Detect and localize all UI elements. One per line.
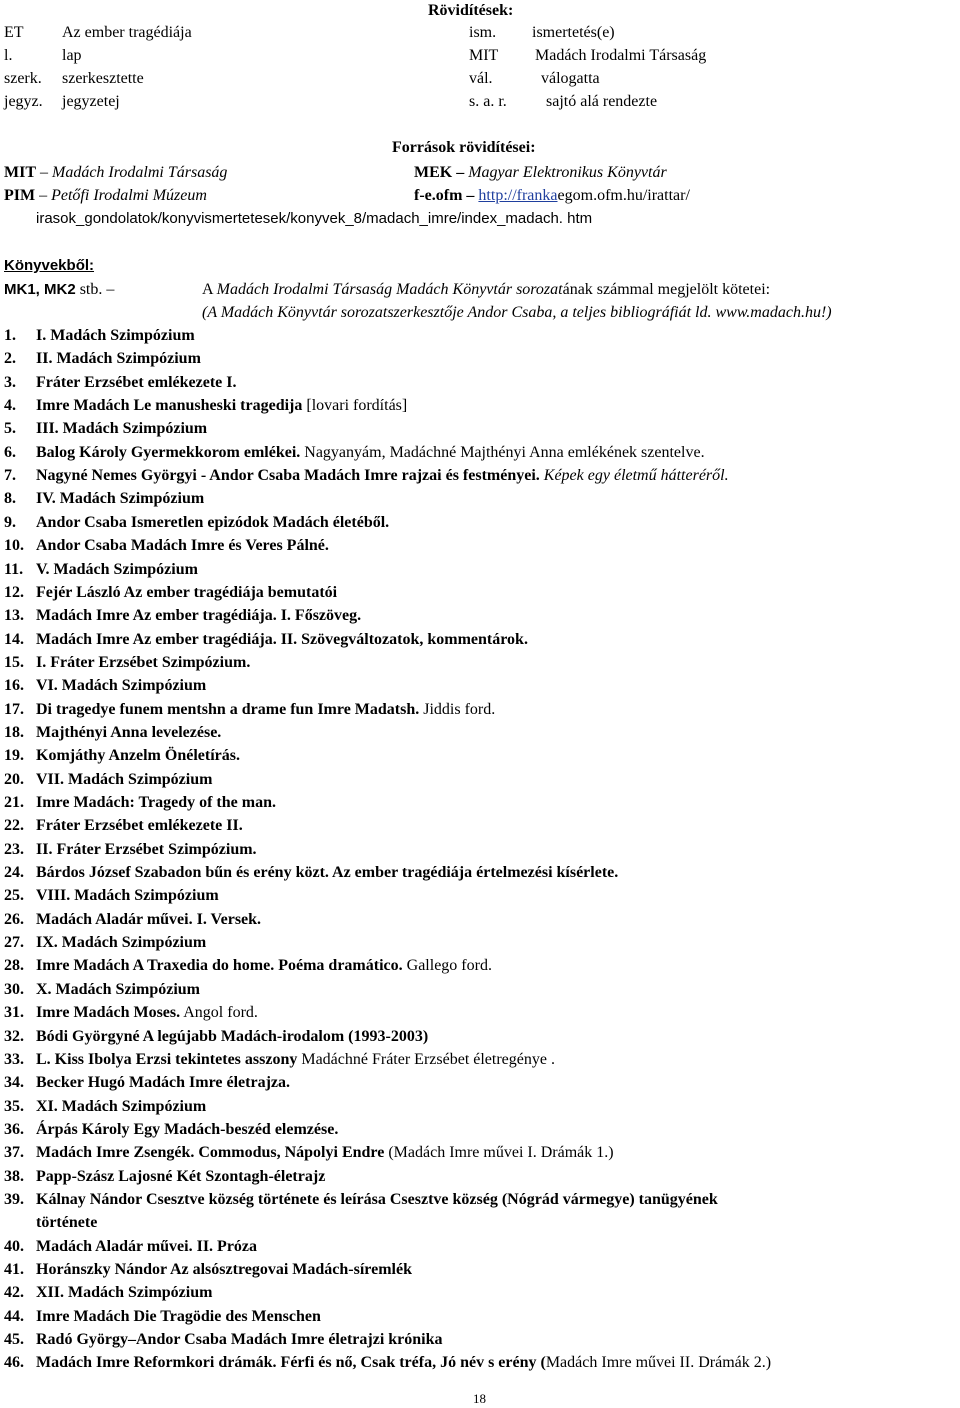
volume-note: (Madách Imre művei I. Drámák 1.) [384, 1144, 614, 1162]
volume-number: 14. [4, 630, 24, 648]
volume-title: Imre Madách A Traxedia do home. Poéma dramático. [36, 957, 403, 975]
volume-item [4, 792, 276, 814]
volume-number: 46. [4, 1354, 24, 1372]
volume-note: Nagyanyám, Madáchné Majthényi Anna emlékének szentelve. [300, 443, 705, 461]
source-mit: MIT – Madách Irodalmi Társaság [4, 164, 228, 181]
volume-title: Imre Madách Moses. [36, 1004, 181, 1022]
volume-item [4, 395, 407, 417]
source-url-continuation: irasok_gondolatok/konyvismertetesek/konyvek_8/madach_imre/index_madach. htm [36, 210, 593, 227]
volume-item [4, 769, 212, 791]
volume-item [4, 862, 618, 884]
source-mek: MEK – Magyar Elektronikus Könyvtár [414, 164, 667, 181]
volume-number: 18. [4, 723, 24, 741]
volume-item [4, 418, 207, 440]
volume-number: 45. [4, 1331, 24, 1349]
volume-title: Papp-Szász Lajosné Két Szontagh-életrajz [36, 1167, 326, 1185]
volume-title: Radó György–Andor Csaba Madách Imre életrajzi krónika [36, 1331, 443, 1349]
volume-title: Imre Madách Die Tragödie des Menschen [36, 1307, 321, 1325]
volume-title: L. Kiss Ibolya Erzsi tekintetes asszony [36, 1050, 298, 1068]
volume-item [4, 1096, 206, 1118]
volume-number: 40. [4, 1237, 24, 1255]
volume-title: Imre Madách: Tragedy of the man. [36, 794, 276, 811]
volume-note: Jiddis ford. [419, 700, 496, 718]
volume-item [4, 932, 206, 954]
volume-number: 5. [4, 420, 16, 438]
volume-item [4, 1072, 290, 1094]
volume-title: I. Madách Szimpózium [36, 327, 195, 344]
volume-number: 28. [4, 957, 24, 975]
volume-number: 27. [4, 934, 24, 952]
volume-item [4, 465, 729, 487]
volume-title: Fejér László Az ember tragédiája bemutatói [36, 583, 338, 601]
abbrev-left-full: lap [62, 47, 82, 64]
volume-number: 34. [4, 1074, 24, 1092]
volume-title: Imre Madách Le manusheski tragedija [36, 397, 303, 415]
source-mit-abbr: MIT [4, 164, 36, 181]
volume-item [4, 1026, 428, 1048]
volume-item [4, 1352, 771, 1374]
volume-item [4, 1002, 258, 1024]
volume-note: Madáchné Fráter Erzsébet életregénye . [297, 1050, 555, 1068]
volume-title: Di tragedye funem mentshn a drame fun Imre Madatsh. [36, 700, 420, 718]
abbrev-left-abbr: ET [4, 24, 24, 41]
volume-title: I. Fráter Erzsébet Szimpózium. [36, 653, 251, 671]
volume-item [4, 348, 201, 370]
volume-title: Madách Aladár művei. I. Versek. [36, 910, 262, 928]
volume-item [4, 535, 329, 557]
volume-number: 44. [4, 1307, 24, 1325]
volume-number: 8. [4, 490, 16, 508]
volume-item [4, 582, 337, 604]
volume-number: 26. [4, 910, 24, 928]
abbrev-left-abbr: jegyz. [4, 93, 43, 110]
source-mek-abbr: MEK [414, 164, 453, 181]
source-fe: f-e.ofm – http://frankaegom.ofm.hu/irattar/ [414, 187, 690, 204]
volume-title: Majthényi Anna levelezése. [36, 723, 222, 741]
volume-title: Fráter Erzsébet emlékezete I. [36, 373, 237, 391]
volume-title: VII. Madách Szimpózium [36, 770, 213, 788]
volume-title: Bárdos József Szabadon bűn és erény közt. Az ember tragédiája értelmezési kísérlete. [36, 864, 619, 882]
volume-number: 20. [4, 770, 24, 788]
volume-item [4, 722, 221, 744]
books-section-title-text: Könyvekből: [4, 257, 95, 274]
volume-number: 23. [4, 840, 24, 858]
volume-item [4, 1236, 257, 1258]
source-pim: PIM – Petőfi Irodalmi Múzeum [4, 187, 207, 204]
volume-title: V. Madách Szimpózium [36, 560, 198, 578]
abbrev-right-full: sajtó alá rendezte [546, 93, 658, 110]
source-pim-abbr: PIM [4, 187, 36, 204]
volume-title: Nagyné Nemes Györgyi - Andor Csaba Madách Imre rajzai és festményei. [36, 467, 540, 485]
abbrev-right-abbr: s. a. r. [469, 93, 507, 110]
volume-title: Komjáthy Anzelm Önéletírás. [36, 747, 240, 765]
volume-title: Becker Hugó Madách Imre életrajza. [36, 1074, 291, 1092]
abbrev-left-abbr: l. [4, 47, 13, 64]
source-pim-full: Petőfi Irodalmi Múzeum [51, 187, 207, 204]
volume-title: IV. Madách Szimpózium [36, 490, 205, 508]
abbrev-left-full: jegyzetej [62, 93, 120, 110]
volume-item [4, 675, 206, 697]
volume-number: 36. [4, 1120, 24, 1138]
volume-title: Kálnay Nándor Csesztve község története és leírása Csesztve község (Nógrád vármegye) tanügyének [36, 1190, 718, 1208]
volume-number: 11. [4, 560, 24, 578]
volume-item [4, 605, 361, 627]
volume-item [4, 839, 257, 861]
volume-item [4, 1166, 325, 1188]
volume-title: Horánszky Nándor Az alsósztregovai Madách-síremlék [36, 1261, 412, 1278]
volume-item [4, 1119, 338, 1141]
volume-note: Madách Imre művei II. Drámák 2.) [545, 1354, 772, 1372]
volume-number: 39. [4, 1190, 24, 1208]
volume-number: 4. [4, 397, 16, 415]
abbreviations-title: Rövidítések: [428, 2, 514, 19]
volume-item [4, 909, 261, 931]
books-section-title [4, 255, 94, 277]
books-mk-description [202, 279, 770, 301]
volume-item [4, 488, 204, 510]
volume-item [4, 1049, 555, 1071]
volume-number: 1. [4, 327, 16, 344]
volume-number: 30. [4, 980, 24, 998]
volume-number: 35. [4, 1097, 24, 1115]
abbrev-right-full: Madách Irodalmi Társaság [535, 47, 707, 64]
volume-title: Madách Imre Az ember tragédiája. I. Főszöveg. [36, 607, 362, 625]
volume-item [4, 1329, 443, 1351]
books-mk-text-italic: Madách Irodalmi Társaság Madách Könyvtár sorozat [216, 281, 563, 298]
volume-item [4, 512, 389, 534]
volume-title: III. Madách Szimpózium [36, 420, 208, 438]
volume-item [4, 652, 250, 674]
volume-number: 3. [4, 373, 16, 391]
volume-note: [lovari fordítás] [302, 397, 408, 415]
volume-number: 15. [4, 653, 24, 671]
books-mk-text-1: A [202, 281, 213, 298]
volume-number: 24. [4, 864, 24, 882]
volume-number: 16. [4, 677, 24, 695]
volume-title: Madách Imre Zsengék. Commodus, Nápolyi Endre [36, 1144, 385, 1162]
volume-number: 33. [4, 1050, 24, 1068]
abbrev-right-full: ismertetés(e) [532, 24, 615, 41]
volume-title: X. Madách Szimpózium [36, 980, 200, 998]
abbrev-right-abbr: vál. [469, 70, 493, 87]
volume-title: VIII. Madách Szimpózium [36, 887, 219, 905]
volume-title: XII. Madách Szimpózium [36, 1284, 213, 1302]
abbrev-left-full: Az ember tragédiája [62, 24, 192, 41]
volume-title: II. Madách Szimpózium [36, 350, 201, 368]
volume-item [4, 372, 236, 394]
volume-number: 2. [4, 350, 16, 368]
source-fe-abbr: f-e.ofm [414, 187, 463, 204]
page-number: 18 [473, 1391, 486, 1406]
volume-number: 32. [4, 1027, 24, 1045]
volume-number: 31. [4, 1004, 24, 1022]
volume-number: 12. [4, 583, 24, 601]
abbrev-right-abbr: MIT [469, 47, 499, 64]
volume-title: VI. Madách Szimpózium [36, 677, 207, 695]
source-mek-full: Magyar Elektronikus Könyvtár [468, 164, 667, 181]
volume-number: 19. [4, 747, 24, 765]
volume-title: története [36, 1214, 98, 1232]
sources-title: Források rövidítései: [392, 139, 536, 156]
books-mk-abbr: MK1, MK2 stb. – [4, 281, 115, 298]
volume-number: 13. [4, 607, 24, 625]
volume-title: Madách Aladár művei. II. Próza [36, 1237, 258, 1255]
volume-number: 25. [4, 887, 24, 905]
volume-item [4, 1306, 321, 1328]
volume-title: Madách Imre Reformkori drámák. Férfi és nő, Csak tréfa, Jó név s erény ( [36, 1354, 546, 1372]
volume-number: 10. [4, 537, 24, 555]
volume-title: Fráter Erzsébet emlékezete II. [36, 817, 243, 835]
abbrev-left-abbr: szerk. [4, 70, 42, 87]
volume-title: Bódi Györgyné A legújabb Madách-irodalom (1993-2003) [36, 1027, 429, 1045]
volume-item [4, 1142, 614, 1164]
volume-title: Árpás Károly Egy Madách-beszéd elemzése. [36, 1120, 339, 1138]
volume-item [4, 699, 495, 721]
volume-number: 17. [4, 700, 24, 718]
volume-item [4, 325, 195, 347]
volume-number: 21. [4, 794, 24, 811]
volume-number: 38. [4, 1167, 24, 1185]
books-mk-stb: stb. [79, 281, 103, 298]
volume-item [4, 1212, 97, 1234]
volume-subtitle: Képek egy életmű hátteréről. [539, 467, 729, 485]
volume-item [4, 979, 200, 1001]
volume-item [4, 1259, 412, 1281]
volume-item [4, 815, 243, 837]
volume-number: 7. [4, 467, 16, 485]
volume-item [4, 559, 198, 581]
books-mk-text-2: ának számmal megjelölt kötetei: [562, 281, 771, 298]
abbrev-left-full: szerkesztette [62, 70, 144, 87]
source-fe-link-rest: egom.ofm.hu/irattar/ [557, 187, 690, 204]
abbrev-right-full: válogatta [541, 70, 600, 87]
volume-item [4, 442, 705, 464]
volume-title: XI. Madách Szimpózium [36, 1097, 207, 1115]
volume-title: Madách Imre Az ember tragédiája. II. Szövegváltozatok, kommentárok. [36, 630, 528, 648]
volume-number: 22. [4, 817, 24, 835]
volume-number: 37. [4, 1144, 24, 1162]
volume-title: Andor Csaba Ismeretlen epizódok Madách életéből. [36, 513, 390, 531]
volume-number: 41. [4, 1261, 24, 1278]
volume-number: 9. [4, 513, 16, 531]
source-mit-full: Madách Irodalmi Társaság [52, 164, 228, 181]
volume-item [4, 885, 219, 907]
books-mk-note: (A Madách Könyvtár sorozatszerkesztője Andor Csaba, a teljes bibliográfiát ld. www.madach.hu!) [202, 304, 832, 321]
volume-number: 6. [4, 443, 16, 461]
abbrev-right-abbr: ism. [469, 24, 497, 41]
books-mk-abbr-text: MK1, MK2 [4, 281, 76, 298]
volume-title: IX. Madách Szimpózium [36, 934, 207, 952]
volume-title: Andor Csaba Madách Imre és Veres Pálné. [36, 537, 329, 555]
volume-item [4, 629, 528, 651]
volume-item [4, 745, 240, 767]
source-fe-link[interactable]: http://franka [478, 187, 558, 204]
volume-item [4, 955, 492, 977]
volume-item [4, 1189, 718, 1211]
volume-note: Gallego ford. [402, 957, 492, 975]
volume-title: II. Fráter Erzsébet Szimpózium. [36, 840, 257, 858]
volume-title: Balog Károly Gyermekkorom emlékei. [36, 443, 301, 461]
volume-item [4, 1282, 212, 1304]
volume-note: Angol ford. [180, 1004, 258, 1022]
volume-number: 42. [4, 1284, 24, 1302]
